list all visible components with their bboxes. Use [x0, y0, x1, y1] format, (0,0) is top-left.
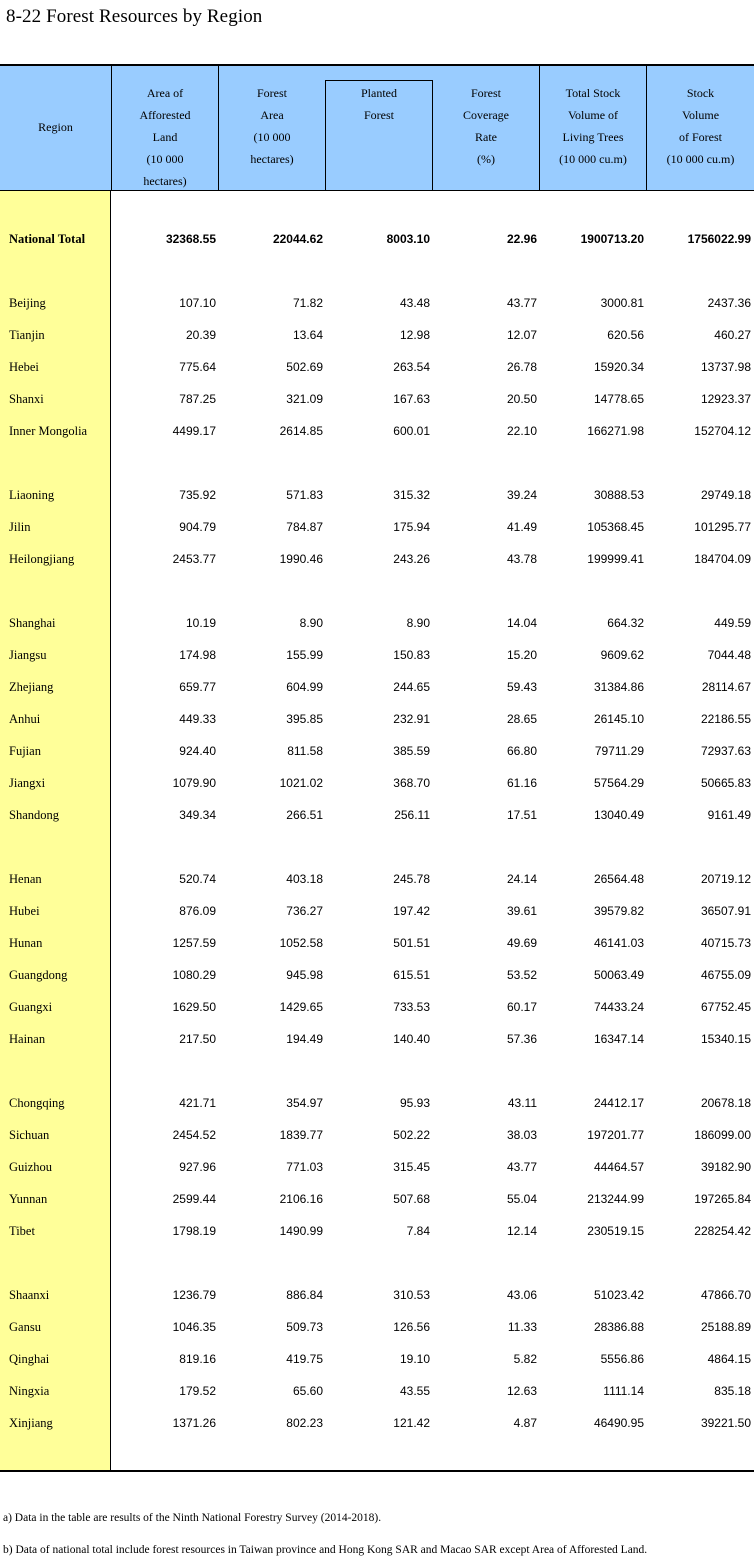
table-cell: 55.04: [506, 1192, 537, 1206]
table-cell: 13040.49: [593, 808, 644, 822]
table-cell: 460.27: [714, 328, 751, 342]
table-cell: 1629.50: [172, 1000, 216, 1014]
table-cell: 186099.00: [694, 1128, 751, 1142]
table-cell: 228254.42: [694, 1224, 751, 1238]
header-line: Volume of: [567, 108, 619, 122]
table-cell: 904.79: [179, 520, 216, 534]
header-line: Afforested: [139, 108, 191, 122]
table-cell: 1756022.99: [687, 232, 751, 246]
table-cell: 501.51: [393, 936, 430, 950]
table-cell: 25188.89: [700, 1320, 751, 1334]
table-cell: 49.69: [506, 936, 537, 950]
table-cell: 59.43: [506, 680, 537, 694]
table-cell: 194.49: [286, 1032, 323, 1046]
table-cell: 57564.29: [593, 776, 644, 790]
table-cell: 66.80: [506, 744, 537, 758]
table-row: [0, 704, 754, 736]
header-line: hectares): [250, 152, 294, 166]
table-cell: 47866.70: [700, 1288, 751, 1302]
table-cell: 184704.09: [694, 552, 751, 566]
table-cell: 1429.65: [279, 1000, 323, 1014]
header-living-trees: [540, 66, 647, 191]
table-cell: 26145.10: [593, 712, 644, 726]
table-cell: 13.64: [292, 328, 323, 342]
table-cell: 245.78: [393, 872, 430, 886]
header-coverage: [433, 66, 540, 191]
table-cell: 664.32: [607, 616, 644, 630]
table-cell: 152704.12: [694, 424, 751, 438]
table-row: [0, 928, 754, 960]
table-cell: 22186.55: [700, 712, 751, 726]
region-name: Heilongjiang: [9, 552, 75, 566]
table-cell: 11.33: [507, 1320, 537, 1334]
table-cell: 155.99: [286, 648, 323, 662]
table-cell: 395.85: [286, 712, 323, 726]
table-cell: 4499.17: [172, 424, 216, 438]
header-line: (%): [477, 152, 495, 166]
table-cell: 266.51: [286, 808, 323, 822]
region-name: Shandong: [9, 808, 59, 822]
table-row: [0, 352, 754, 384]
table-cell: 31384.86: [593, 680, 644, 694]
table-cell: 9609.62: [600, 648, 644, 662]
table-row: [0, 1120, 754, 1152]
region-name: Sichuan: [9, 1128, 50, 1142]
table-row: [0, 864, 754, 896]
region-name: Tibet: [9, 1224, 35, 1238]
header-line: Coverage: [463, 108, 509, 122]
table-cell: 43.77: [506, 296, 537, 310]
table-cell: 32368.55: [165, 232, 216, 246]
header-line: Planted: [361, 86, 397, 100]
table-cell: 1990.46: [279, 552, 323, 566]
table-cell: 1052.58: [279, 936, 323, 950]
table-cell: 502.69: [286, 360, 323, 374]
header-forest-area: [219, 66, 325, 191]
header-planted-forest: [325, 80, 433, 191]
table-cell: 65.60: [292, 1384, 323, 1398]
table-cell: 79711.29: [594, 744, 644, 758]
region-name: Chongqing: [9, 1096, 65, 1110]
table-row: [0, 992, 754, 1024]
table-cell: 876.09: [179, 904, 216, 918]
header-line: Land: [152, 130, 178, 144]
table-row: [0, 960, 754, 992]
header-line: Forest: [364, 108, 394, 122]
table-cell: 502.22: [393, 1128, 430, 1142]
header-line: Area of: [146, 86, 184, 100]
table-cell: 20.50: [506, 392, 537, 406]
table-cell: 368.70: [393, 776, 430, 790]
table-cell: 39221.50: [700, 1416, 751, 1430]
header-line: hectares): [143, 174, 187, 188]
table-cell: 41.49: [506, 520, 537, 534]
table-cell: 16347.14: [593, 1032, 644, 1046]
table-cell: 166271.98: [587, 424, 644, 438]
table-cell: 1080.29: [172, 968, 216, 982]
header-line: (10 000 cu.m): [559, 152, 627, 166]
table-cell: 43.06: [506, 1288, 537, 1302]
region-name: Jiangsu: [9, 648, 47, 662]
table-cell: 1257.59: [172, 936, 216, 950]
region-name: Tianjin: [9, 328, 45, 342]
table-cell: 5556.86: [600, 1352, 644, 1366]
table-cell: 30888.53: [593, 488, 644, 502]
table-row: [0, 1184, 754, 1216]
table-cell: 20.39: [185, 328, 216, 342]
table-cell: 10.19: [185, 616, 216, 630]
region-name: Fujian: [9, 744, 41, 758]
table-cell: 945.98: [286, 968, 323, 982]
header-line: Stock: [686, 86, 715, 100]
table-row: [0, 896, 754, 928]
table-row: [0, 416, 754, 448]
table-cell: 22.96: [506, 232, 537, 246]
table-row: [0, 288, 754, 320]
table-cell: 95.93: [399, 1096, 430, 1110]
table-header: [0, 66, 754, 191]
table-cell: 199999.41: [587, 552, 644, 566]
table-cell: 197201.77: [587, 1128, 644, 1142]
table-cell: 771.03: [286, 1160, 323, 1174]
table-cell: 26564.48: [593, 872, 644, 886]
region-name: Hubei: [9, 904, 40, 918]
region-name: Anhui: [9, 712, 41, 726]
table-row: [0, 736, 754, 768]
table-cell: 1490.99: [279, 1224, 323, 1238]
table-cell: 1021.02: [279, 776, 323, 790]
table-cell: 175.94: [393, 520, 430, 534]
table-cell: 8003.10: [386, 232, 430, 246]
table-cell: 421.71: [179, 1096, 216, 1110]
table-cell: 72937.63: [700, 744, 751, 758]
table-cell: 835.18: [714, 1384, 751, 1398]
table-cell: 14.04: [506, 616, 537, 630]
table-cell: 263.54: [393, 360, 430, 374]
table-row: [0, 768, 754, 800]
table-cell: 1111.14: [603, 1384, 644, 1398]
table-cell: 101295.77: [694, 520, 751, 534]
table-row: [0, 1344, 754, 1376]
table-cell: 1900713.20: [580, 232, 644, 246]
region-name: Xinjiang: [9, 1416, 53, 1430]
table-cell: 8.90: [406, 616, 430, 630]
table-cell: 39.61: [506, 904, 537, 918]
table-cell: 787.25: [179, 392, 216, 406]
table-row: [0, 1376, 754, 1408]
table-cell: 315.32: [393, 488, 430, 502]
table-cell: 217.50: [179, 1032, 216, 1046]
table-cell: 403.18: [286, 872, 323, 886]
table-cell: 24.14: [506, 872, 537, 886]
header-line: Forest: [257, 86, 287, 100]
table-cell: 12.14: [506, 1224, 537, 1238]
table-cell: 60.17: [506, 1000, 537, 1014]
table-cell: 243.26: [393, 552, 430, 566]
table-row: [0, 1088, 754, 1120]
table-cell: 2453.77: [172, 552, 216, 566]
table-cell: 22.10: [506, 424, 537, 438]
header-line: Forest: [471, 86, 501, 100]
table-row: [0, 608, 754, 640]
table-cell: 924.40: [179, 744, 216, 758]
table-cell: 174.98: [179, 648, 216, 662]
region-name: Ningxia: [9, 1384, 50, 1398]
table-cell: 105368.45: [587, 520, 644, 534]
table-cell: 449.59: [714, 616, 751, 630]
table-cell: 927.96: [179, 1160, 216, 1174]
table-cell: 15.20: [506, 648, 537, 662]
table-row: [0, 544, 754, 576]
table-cell: 802.23: [286, 1416, 323, 1430]
table-cell: 17.51: [506, 808, 537, 822]
table-cell: 1839.77: [279, 1128, 323, 1142]
region-name: Liaoning: [9, 488, 55, 502]
table-cell: 12923.37: [700, 392, 751, 406]
table-cell: 419.75: [286, 1352, 323, 1366]
table-cell: 50063.49: [593, 968, 644, 982]
table-cell: 22044.62: [272, 232, 323, 246]
table-cell: 733.53: [393, 1000, 430, 1014]
header-line: of Forest: [679, 130, 722, 144]
table-cell: 43.11: [507, 1096, 537, 1110]
table-cell: 13737.98: [700, 360, 751, 374]
table-cell: 43.48: [399, 296, 430, 310]
table-cell: 230519.15: [587, 1224, 644, 1238]
table-row: [0, 1216, 754, 1248]
table-cell: 12.63: [506, 1384, 537, 1398]
table-cell: 604.99: [286, 680, 323, 694]
table-cell: 600.01: [393, 424, 430, 438]
region-name: Hunan: [9, 936, 43, 950]
region-name: Shaanxi: [9, 1288, 50, 1302]
table-cell: 53.52: [506, 968, 537, 982]
region-name: Henan: [9, 872, 42, 886]
table-cell: 197265.84: [694, 1192, 751, 1206]
table-cell: 315.45: [393, 1160, 430, 1174]
region-name: Inner Mongolia: [9, 424, 88, 438]
header-line: Rate: [475, 130, 497, 144]
table-row: [0, 800, 754, 832]
table-cell: 14778.65: [593, 392, 644, 406]
table-cell: 5.82: [513, 1352, 537, 1366]
table-cell: 20678.18: [700, 1096, 751, 1110]
table-cell: 36507.91: [700, 904, 751, 918]
table-cell: 140.40: [393, 1032, 430, 1046]
table-cell: 1079.90: [172, 776, 216, 790]
table-cell: 39182.90: [700, 1160, 751, 1174]
table-cell: 886.84: [286, 1288, 323, 1302]
region-name: Yunnan: [9, 1192, 48, 1206]
table-cell: 126.56: [393, 1320, 430, 1334]
region-name: Hebei: [9, 360, 39, 374]
header-afforested: [112, 66, 219, 191]
table-cell: 354.97: [286, 1096, 323, 1110]
table-cell: 2614.85: [279, 424, 323, 438]
region-name: Beijing: [9, 296, 46, 310]
table-cell: 26.78: [506, 360, 537, 374]
region-name: Shanxi: [9, 392, 44, 406]
table-cell: 39579.82: [593, 904, 644, 918]
table-cell: 28114.67: [701, 680, 751, 694]
table-cell: 244.65: [393, 680, 430, 694]
table-cell: 735.92: [179, 488, 216, 502]
table-cell: 28386.88: [593, 1320, 644, 1334]
table-cell: 1236.79: [172, 1288, 216, 1302]
table-cell: 1798.19: [172, 1224, 216, 1238]
table-cell: 775.64: [179, 360, 216, 374]
table-cell: 520.74: [179, 872, 216, 886]
table-cell: 2437.36: [707, 296, 751, 310]
footnote-a: a) Data in the table are results of the Ninth National Forestry Survey (2014-2018).: [3, 1512, 382, 1524]
table-cell: 197.42: [393, 904, 430, 918]
table-cell: 39.24: [506, 488, 537, 502]
header-region-label: Region: [38, 120, 73, 134]
table-row: [0, 1312, 754, 1344]
table-cell: 51023.42: [593, 1288, 644, 1302]
region-name: Shanghai: [9, 616, 56, 630]
table-cell: 507.68: [393, 1192, 430, 1206]
table-cell: 167.63: [393, 392, 430, 406]
table-cell: 615.51: [393, 968, 430, 982]
table-row: [0, 640, 754, 672]
table-cell: 19.10: [399, 1352, 430, 1366]
table-cell: 449.33: [179, 712, 216, 726]
table-cell: 50665.83: [700, 776, 751, 790]
table-cell: 12.98: [399, 328, 430, 342]
table-cell: 107.10: [179, 296, 216, 310]
region-name: Hainan: [9, 1032, 46, 1046]
table-cell: 321.09: [286, 392, 323, 406]
table-cell: 57.36: [506, 1032, 537, 1046]
table-cell: 121.42: [393, 1416, 430, 1430]
table-cell: 71.82: [292, 296, 323, 310]
header-line: Living Trees: [562, 130, 624, 144]
table-cell: 150.83: [393, 648, 430, 662]
table-cell: 7044.48: [707, 648, 751, 662]
region-name: Gansu: [9, 1320, 41, 1334]
header-region: [0, 66, 112, 191]
region-name: Guangxi: [9, 1000, 53, 1014]
table-cell: 310.53: [393, 1288, 430, 1302]
table-row: [0, 1408, 754, 1440]
table-cell: 736.27: [286, 904, 323, 918]
table-cell: 571.83: [286, 488, 323, 502]
table-row-total: [0, 224, 754, 256]
table-cell: 385.59: [393, 744, 430, 758]
region-name: National Total: [9, 232, 86, 246]
table-cell: 44464.57: [593, 1160, 644, 1174]
table-cell: 74433.24: [593, 1000, 644, 1014]
header-line: Area: [260, 108, 284, 122]
footnote-b: b) Data of national total include forest resources in Taiwan province and Hong Kong SAR and Macao SAR except Area of Afforested Land.: [3, 1544, 648, 1556]
table-cell: 46490.95: [593, 1416, 644, 1430]
table-cell: 1371.26: [172, 1416, 216, 1430]
table-cell: 24412.17: [593, 1096, 644, 1110]
table-cell: 659.77: [179, 680, 216, 694]
header-line: (10 000: [146, 152, 184, 166]
header-line: (10 000 cu.m): [666, 152, 735, 166]
table-row: [0, 1152, 754, 1184]
table-row: [0, 1280, 754, 1312]
table-cell: 2106.16: [279, 1192, 323, 1206]
header-line: Volume: [681, 108, 720, 122]
table-cell: 179.52: [179, 1384, 216, 1398]
table-cell: 12.07: [506, 328, 537, 342]
table-cell: 29749.18: [700, 488, 751, 502]
table-cell: 620.56: [607, 328, 644, 342]
table-cell: 9161.49: [707, 808, 751, 822]
table-cell: 43.55: [399, 1384, 430, 1398]
table-cell: 2599.44: [172, 1192, 216, 1206]
table-row: [0, 320, 754, 352]
table-row: [0, 480, 754, 512]
table-cell: 213244.99: [587, 1192, 644, 1206]
region-name: Qinghai: [9, 1352, 50, 1366]
table-cell: 20719.12: [700, 872, 751, 886]
table-cell: 232.91: [393, 712, 430, 726]
table-cell: 1046.35: [172, 1320, 216, 1334]
region-name: Jiangxi: [9, 776, 46, 790]
region-name: Jilin: [9, 520, 31, 534]
table-cell: 15920.34: [593, 360, 644, 374]
table-cell: 4864.15: [707, 1352, 751, 1366]
table-row: [0, 512, 754, 544]
table-cell: 46141.03: [593, 936, 644, 950]
header-stock-forest: [647, 66, 754, 191]
table-row: [0, 672, 754, 704]
table-cell: 7.84: [406, 1224, 430, 1238]
table-cell: 67752.45: [700, 1000, 751, 1014]
region-name: Guizhou: [9, 1160, 53, 1174]
table-cell: 61.16: [506, 776, 537, 790]
table-cell: 349.34: [179, 808, 216, 822]
header-line: Total Stock: [565, 86, 621, 100]
header-line: (10 000: [253, 130, 291, 144]
table-cell: 4.87: [513, 1416, 537, 1430]
table-row: [0, 1024, 754, 1056]
table-cell: 43.78: [506, 552, 537, 566]
table-cell: 819.16: [179, 1352, 216, 1366]
table-cell: 46755.09: [700, 968, 751, 982]
table-cell: 43.77: [506, 1160, 537, 1174]
table-bottom-rule: [0, 1470, 754, 1472]
table-cell: 38.03: [506, 1128, 537, 1142]
table-cell: 811.58: [287, 744, 323, 758]
table-cell: 784.87: [286, 520, 323, 534]
table-cell: 256.11: [394, 808, 430, 822]
table-cell: 40715.73: [700, 936, 751, 950]
table-cell: 509.73: [286, 1320, 323, 1334]
table-row: [0, 384, 754, 416]
table-cell: 28.65: [506, 712, 537, 726]
table-cell: 2454.52: [172, 1128, 216, 1142]
region-name: Zhejiang: [9, 680, 54, 694]
table-cell: 8.90: [299, 616, 323, 630]
table-cell: 15340.15: [700, 1032, 751, 1046]
table-cell: 3000.81: [600, 296, 644, 310]
region-name: Guangdong: [9, 968, 68, 982]
page-title: 8-22 Forest Resources by Region: [6, 6, 263, 27]
